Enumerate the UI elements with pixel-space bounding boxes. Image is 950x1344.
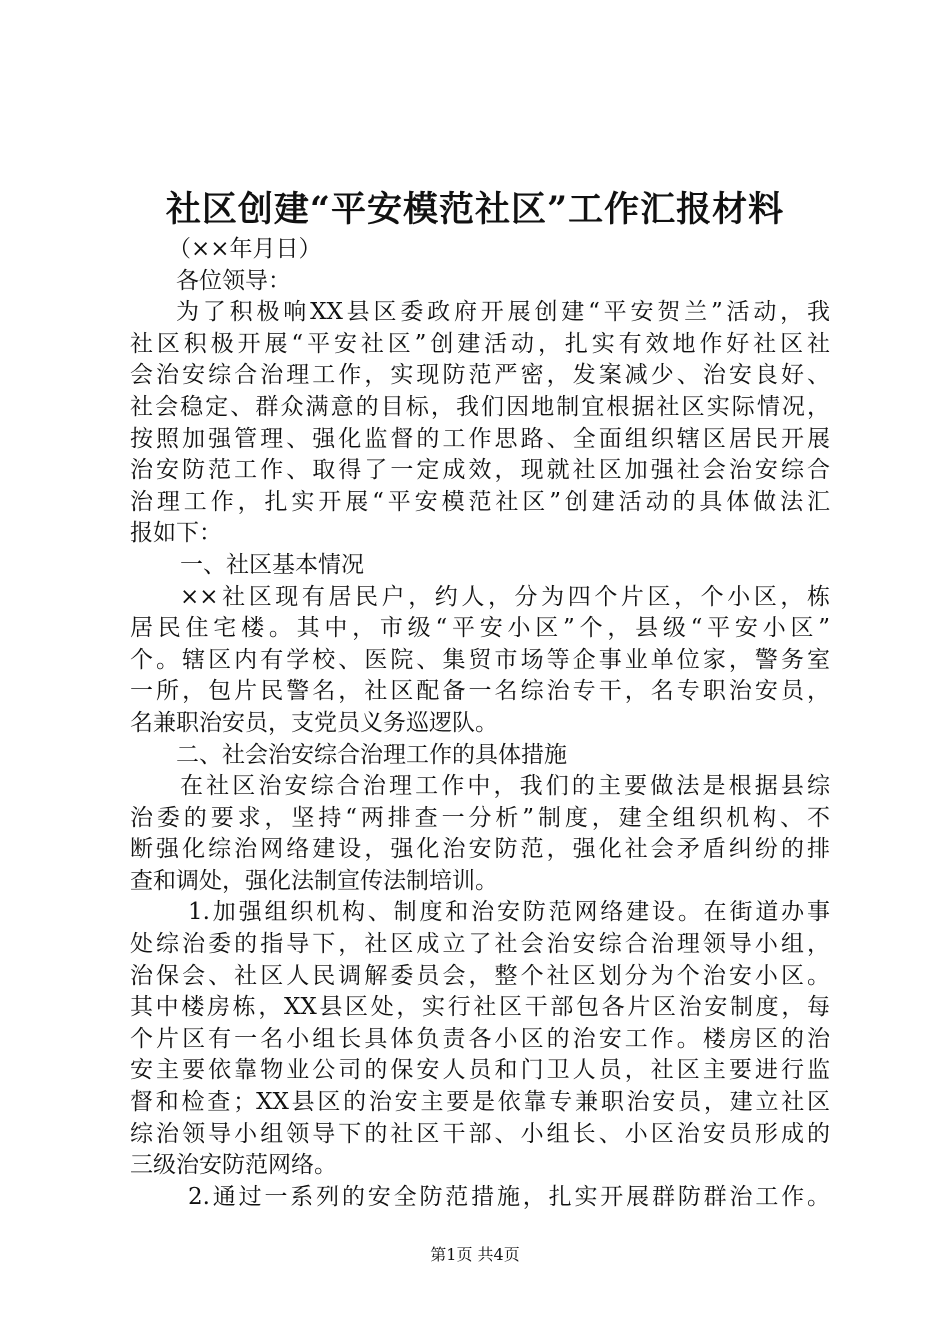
body-line: 个。辖区内有学校、医院、集贸市场等企事业单位家，警务室	[130, 646, 830, 673]
body-line: 断强化综治网络建设，强化治安防范，强化社会矛盾纠纷的排	[130, 836, 830, 863]
body-line: 处综治委的指导下，社区成立了社会治安综合治理领导小组，	[130, 931, 830, 958]
body-line: 安主要依靠物业公司的保安人员和门卫人员，社区主要进行监	[130, 1057, 830, 1084]
body-line: 居民住宅楼。其中，市级“平安小区”个，县级“平安小区”	[130, 615, 830, 642]
document-body	[130, 234, 830, 1213]
body-line: 治保会、社区人民调解委员会，整个社区划分为个治安小区。	[130, 962, 830, 989]
body-line: 一、社区基本情况	[180, 551, 364, 578]
body-line: 2.通过一系列的安全防范措施，扎实开展群防群治工作。	[188, 1183, 830, 1210]
body-line: 社会稳定、群众满意的目标，我们因地制宜根据社区实际情况，	[130, 393, 830, 420]
body-line: 其中楼房栋，XX县区处，实行社区干部包各片区治安制度，每	[130, 994, 830, 1021]
body-line: ××社区现有居民户，约人，分为四个片区，个小区，栋	[180, 583, 830, 610]
body-line: 为了积极响XX县区委政府开展创建“平安贺兰”活动，我	[176, 299, 830, 326]
page-footer: 第1页 共4页	[430, 1245, 520, 1264]
body-line: 二、社会治安综合治理工作的具体措施	[176, 741, 567, 768]
body-line: 治理工作，扎实开展“平安模范社区”创建活动的具体做法汇	[130, 488, 830, 515]
body-line: 治委的要求，坚持“两排查一分析”制度，建全组织机构、不	[130, 804, 830, 831]
body-line: （××年月日）	[168, 236, 322, 262]
body-line: 报如下：	[130, 520, 222, 547]
document-title: 社区创建“平安模范社区”工作汇报材料	[165, 189, 785, 230]
body-line: 社区积极开展“平安社区”创建活动，扎实有效地作好社区社	[130, 330, 830, 357]
body-line: 个片区有一名小组长具体负责各小区的治安工作。楼房区的治	[130, 1025, 830, 1052]
body-line: 综治领导小组领导下的社区干部、小组长、小区治安员形成的	[130, 1120, 830, 1147]
body-line: 按照加强管理、强化监督的工作思路、全面组织辖区居民开展	[130, 425, 830, 452]
body-line: 督和检查；XX县区的治安主要是依靠专兼职治安员，建立社区	[130, 1089, 830, 1116]
body-line: 三级治安防范网络。	[130, 1152, 337, 1179]
body-line: 查和调处，强化法制宣传法制培训。	[130, 867, 498, 894]
body-line: 一所，包片民警名，社区配备一名综治专干，名专职治安员，	[130, 678, 830, 705]
body-line: 各位领导：	[176, 267, 291, 294]
body-line: 治安防范工作、取得了一定成效，现就社区加强社会治安综合	[130, 457, 830, 484]
body-line: 在社区治安综合治理工作中，我们的主要做法是根据县综	[180, 773, 830, 800]
body-line: 会治安综合治理工作，实现防范严密，发案减少、治安良好、	[130, 362, 830, 389]
body-line: 名兼职治安员，支党员义务巡逻队。	[130, 709, 498, 736]
body-line: 1.加强组织机构、制度和治安防范网络建设。在街道办事	[188, 899, 830, 926]
